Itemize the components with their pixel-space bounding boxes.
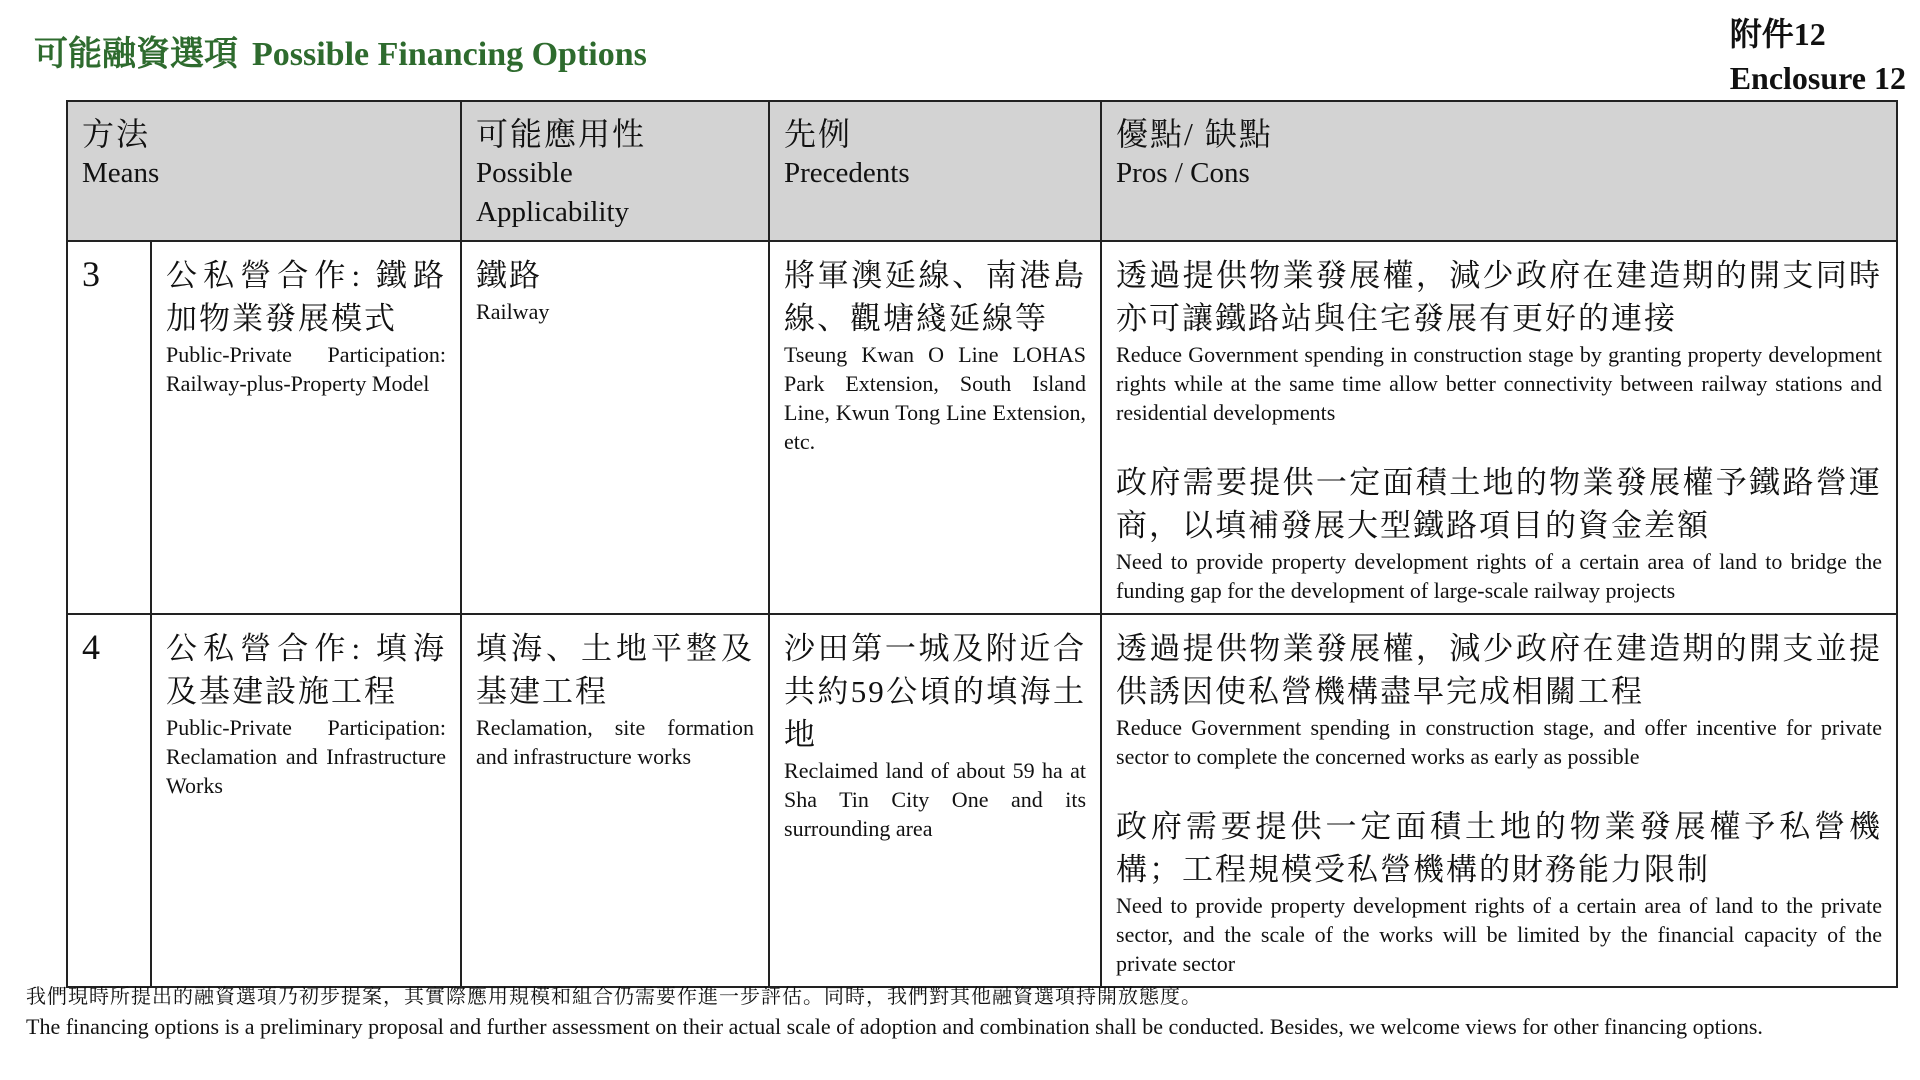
page-title (34, 26, 647, 75)
pro-en: Reduce Government spending in construction stage, and offer incentive for private sector to complete the concerned works as early as possible (1116, 715, 1883, 769)
enclosure-label (1730, 12, 1906, 100)
pros-cons-cell (1101, 241, 1897, 614)
footnote (26, 982, 1886, 1042)
precedents-cell: 將軍澳延線、南港島線、觀塘綫延線等 Tseung Kwan O Line LOHAS Park Extension, South Island Line, Kwun Tong Line Extension, etc. (769, 241, 1101, 614)
header-applicability: 可能應用性 Possible Applicability (461, 101, 769, 241)
footnote-zh: 我們現時所提出的融資選項乃初步提案，其實際應用規模和組合仍需要作進一步評估。同時，我們對其他融資選項持開放態度。 (26, 986, 1202, 1008)
financing-options-table (66, 100, 1898, 988)
precedents-cell: 沙田第一城及附近合共約59公頃的填海土地 Reclaimed land of about 59 ha at Sha Tin City One and its surrounding area (769, 614, 1101, 987)
table-row (67, 614, 1897, 987)
enclosure-en: Enclosure 12 (1729, 60, 1906, 96)
means-cell: 公私營合作: 鐵路加物業發展模式 Public-Private Participation: Railway-plus-Property Model (151, 241, 461, 614)
means-cell: 公私營合作: 填海及基建設施工程 Public-Private Participation: Reclamation and Infrastructure Works (151, 614, 461, 987)
pro-zh: 透過提供物業發展權，減少政府在建造期的開支並提供誘因使私營機構盡早完成相關工程 (1116, 631, 1883, 709)
applicability-cell: 填海、土地平整及基建工程 Reclamation, site formation and infrastructure works (461, 614, 769, 987)
applicability-cell: 鐵路 Railway (461, 241, 769, 614)
enclosure-zh: 附件12 (1729, 16, 1826, 52)
footnote-en: The financing options is a preliminary proposal and further assessment on their actual scale of adoption and combination shall be conducted. Besides, we welcome views for other financing options. (26, 1014, 1763, 1039)
con-zh: 政府需要提供一定面積土地的物業發展權予鐵路營運商，以填補發展大型鐵路項目的資金差額 (1116, 465, 1883, 543)
pro-zh: 透過提供物業發展權，減少政府在建造期的開支同時亦可讓鐵路站與住宅發展有更好的連接 (1116, 258, 1883, 336)
con-en: Need to provide property development rights of a certain area of land to the private sector, and the scale of the works will be limited by the financial capacity of the private sector (1116, 893, 1883, 976)
table-row (67, 241, 1897, 614)
header-means: 方法 Means (67, 101, 461, 241)
row-number-cell: 3 (67, 241, 151, 614)
page-title-en: Possible Financing Options (252, 36, 647, 73)
header-precedents: 先例 Precedents (769, 101, 1101, 241)
pros-cons-cell (1101, 614, 1897, 987)
pro-en: Reduce Government spending in construction stage by granting property development rights while at the same time allow better connectivity between railway stations and residential developments (1116, 342, 1883, 425)
row-number-cell: 4 (67, 614, 151, 987)
con-zh: 政府需要提供一定面積土地的物業發展權予私營機構；工程規模受私營機構的財務能力限制 (1116, 809, 1883, 887)
page-title-zh: 可能融資選項 (34, 36, 238, 73)
con-en: Need to provide property development rights of a certain area of land to bridge the funding gap for the development of large-scale railway projects (1116, 549, 1883, 603)
header-pros-cons: 優點/ 缺點 Pros / Cons (1101, 101, 1897, 241)
table-header-row (67, 101, 1897, 241)
